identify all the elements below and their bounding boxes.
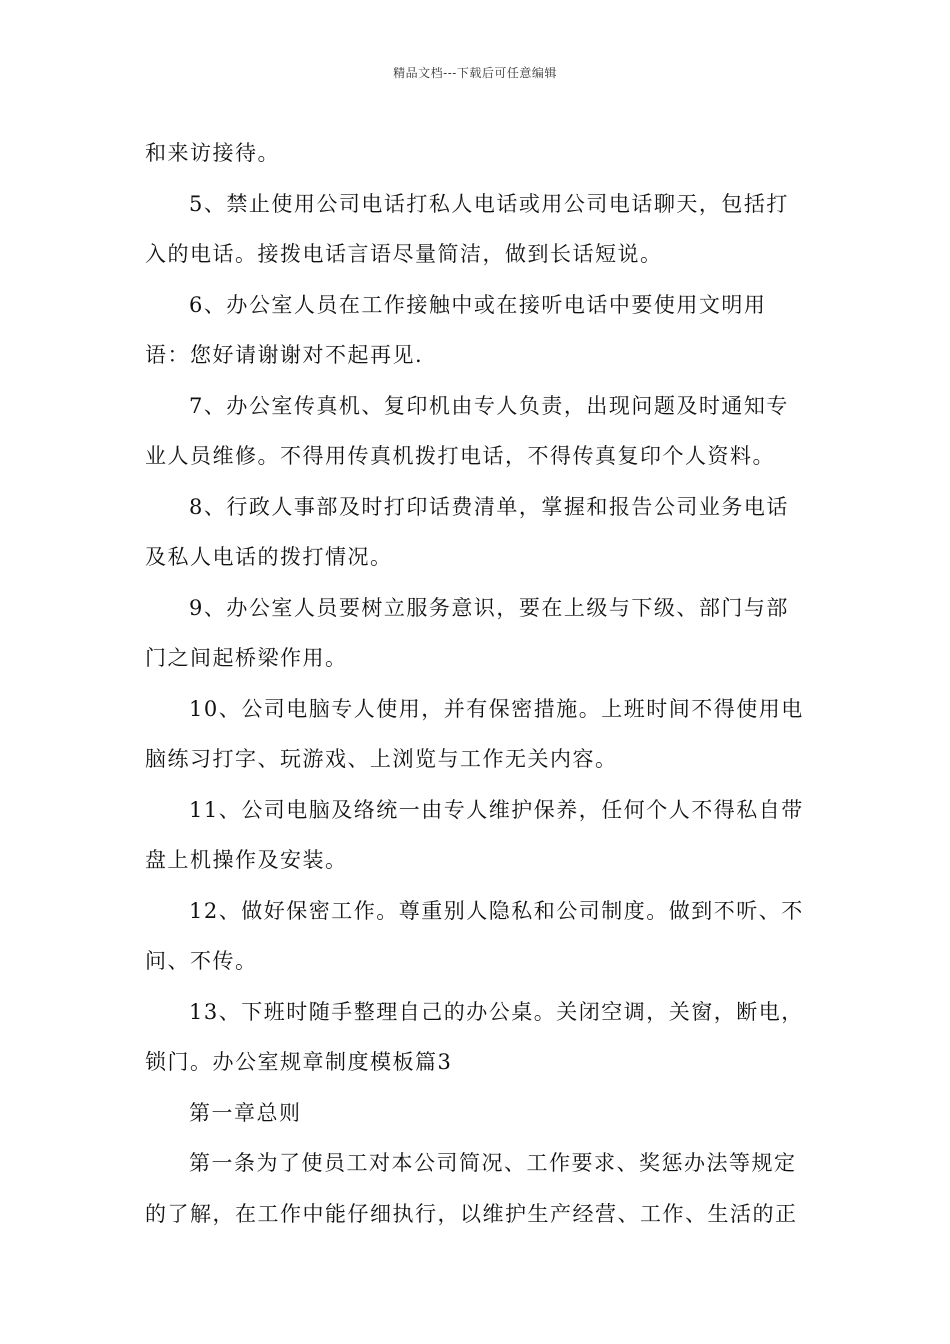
paragraph-item-5: 5、禁止使用公司电话打私人电话或用公司电话聊天，包括打入的电话。接拨电话言语尽量简洁，做到长话短说。 [145,191,789,266]
paragraph-item-11: 11、公司电脑及络统一由专人维护保养，任何个人不得私自带盘上机操作及安装。 [145,797,804,872]
page-header: 精品文档---下载后可任意编辑 [393,66,557,80]
paragraph-item-7: 7、办公室传真机、复印机由专人负责，出现问题及时通知专业人员维修。不得用传真机拨打电话，不得传真复印个人资料。 [145,393,789,468]
document-body [145,128,807,1239]
paragraph-item-12: 12、做好保密工作。尊重别人隐私和公司制度。做到不听、不问、不传。 [145,898,804,973]
paragraph-item-8: 8、行政人事部及时打印话费清单，掌握和报告公司业务电话及私人电话的拨打情况。 [145,494,789,569]
paragraph-continuation: 和来访接待。 [145,141,280,165]
paragraph-item-6: 6、办公室人员在工作接触中或在接听电话中要使用文明用语：您好请谢谢对不起再见. [145,292,767,367]
paragraph-article-1: 第一条为了使员工对本公司简况、工作要求、奖惩办法等规定的了解，在工作中能仔细执行，以维护生产经营、工作、生活的正 [145,1151,798,1226]
paragraph-item-10: 10、公司电脑专人使用，并有保密措施。上班时间不得使用电脑练习打字、玩游戏、上浏览与工作无关内容。 [145,696,804,771]
paragraph-item-9: 9、办公室人员要树立服务意识，要在上级与下级、部门与部门之间起桥梁作用。 [145,595,789,670]
paragraph-item-13: 13、下班时随手整理自己的办公桌。关闭空调，关窗，断电，锁门。办公室规章制度模板篇3 [145,999,804,1074]
chapter-heading: 第一章总则 [189,1100,302,1125]
